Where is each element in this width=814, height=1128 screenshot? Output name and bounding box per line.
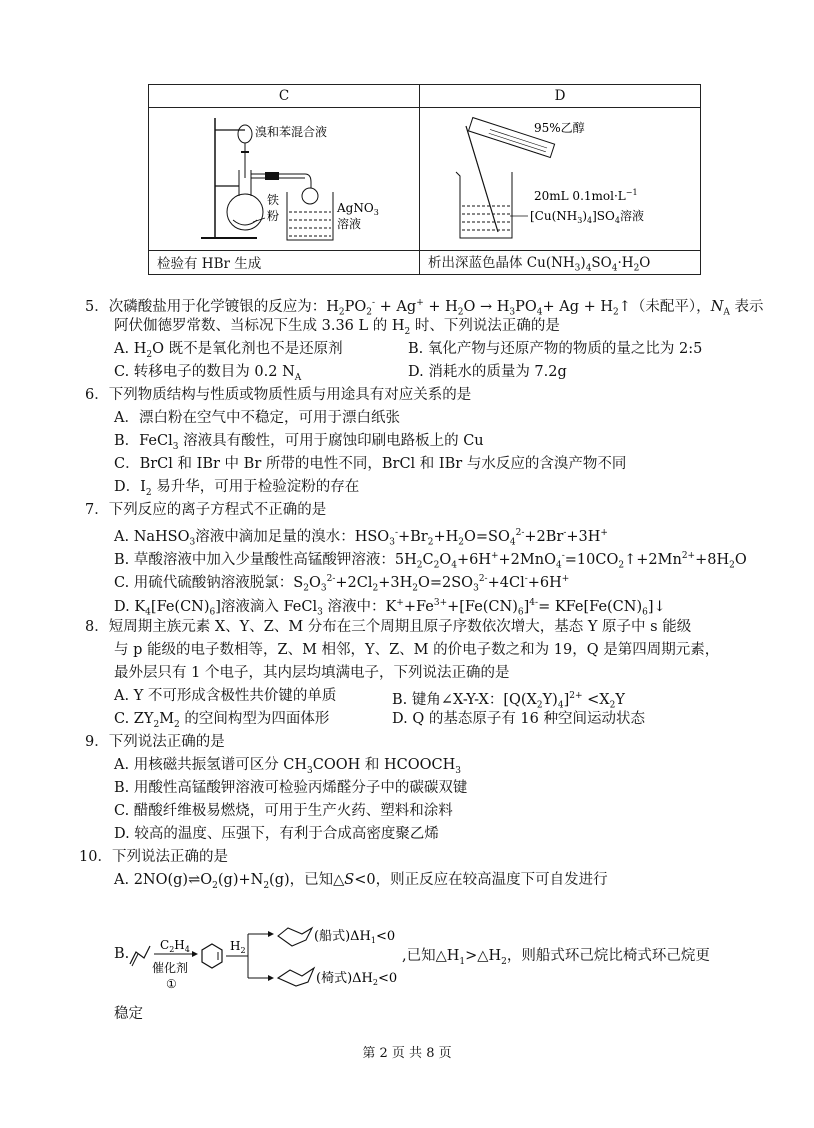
- col-header-c: C: [149, 85, 420, 108]
- q9-option-d: D. 较高的温度、压强下，有利于合成高密度聚乙烯: [114, 826, 439, 842]
- chair-cyclohexane: [278, 968, 314, 986]
- label-c-solution: 溶液: [337, 217, 362, 231]
- apparatus-d-cell: [420, 108, 701, 251]
- reagent-h2: $H_2$: [230, 939, 246, 955]
- q6-stem: 6．下列物质结构与性质或物质性质与用途具有对应关系的是: [85, 387, 472, 403]
- butadiene-structure: [130, 946, 150, 964]
- q10-option-a: A. $2NO(g)\rightleftharpoons O_2(g)+N_2(g)$，已知△S<0，则正反应在较高温度下可自发进行: [114, 872, 608, 891]
- q9-option-b: B. 用酸性高锰酸钾溶液可检验丙烯醛分子中的碳碳双键: [114, 780, 468, 796]
- q5-option-a: A. $H_2O$ 既不是氧化剂也不是还原剂: [114, 341, 343, 360]
- q8-option-b: B. 键角∠X-Y-X：$[Q(X_2Y)_4]^{2+} <X_2Y$: [392, 691, 625, 711]
- q10-stem: 10．下列说法正确的是: [79, 849, 228, 865]
- q6-option-a: A．漂白粉在空气中不稳定，可用于漂白纸张: [114, 410, 400, 426]
- catalyst-label: 催化剂: [152, 961, 189, 975]
- q10-reaction-scheme: [126, 906, 426, 996]
- q9-option-c: C. 醋酸纤维极易燃烧，可用于生产火药、塑料和涂料: [114, 803, 453, 819]
- apparatus-c-cell: [149, 108, 420, 251]
- q10-option-b-tail: 稳定: [114, 1006, 143, 1022]
- label-mixture: 溴和苯混合液: [255, 125, 328, 139]
- col-header-d: D: [420, 85, 701, 108]
- cyclohexene-structure: [202, 944, 222, 968]
- q10-option-b-text: ,已知$\triangle H_1>\triangle H_2$，则船式环己烷比椅式环己烷更: [402, 948, 710, 967]
- q6-option-c: C．BrCl 和 IBr 中 Br 所带的电性不同，BrCl 和 IBr 与水反应的含溴产物不同: [114, 456, 627, 472]
- q7-option-a: A. NaHSO$_3$溶液中滴加足量的溴水：$HSO_3^-+Br_2+H_2O=SO_4^{2-}+2Br^-+3H^+$: [114, 528, 608, 548]
- q7-stem: 7．下列反应的离子方程式不正确的是: [85, 502, 327, 518]
- boat-label: (船式)$\Delta H_1<0$: [314, 929, 396, 945]
- label-iron-1: 铁: [267, 193, 280, 207]
- apparatus-c-diagram: [157, 108, 411, 246]
- label-iron-2: 粉: [267, 209, 280, 223]
- q9-option-a: A. 用核磁共振氢谱可区分 $CH_3COOH$ 和 $HCOOCH_3$: [114, 757, 462, 776]
- caption-d: 析出深蓝色晶体 $Cu(NH_3)_4SO_4\cdot H_2O$: [420, 251, 701, 275]
- label-ethanol: 95%乙醇: [534, 121, 585, 135]
- q8-line2: 与 p 能级的电子数相等，Z、M 相邻，Y、Z、M 的价电子数之和为 19，Q 是第四周期元素，: [114, 642, 720, 658]
- q8-option-a: A. Y 不可形成含极性共价键的单质: [114, 688, 337, 704]
- q5-option-d: D. 消耗水的质量为 7.2g: [408, 364, 567, 380]
- q5-line1: 5．次磷酸盐用于化学镀银的反应为：$H_2PO_2^- + Ag^+ + H_2O \to H_3PO_4+ Ag$ + $H_2↑$（未配平），$N_A$ 表示: [85, 298, 764, 318]
- q5-line2: 阿伏伽德罗常数、当标况下生成 3.36 L 的 $H_2$ 时、下列说法正确的是: [114, 318, 560, 337]
- q7-option-b: B. 草酸溶液中加入少量酸性高锰酸钾溶液：$5H_2C_2O_4+6H^++2MnO_4^-=10CO_2↑+2Mn^{2+}+8H_2O$: [114, 551, 747, 571]
- caption-c: 检验有 HBr 生成: [149, 251, 420, 275]
- q5-option-b: B. 氧化产物与还原产物的物质的量之比为 2:5: [408, 341, 703, 357]
- q8-line1: 8．短周期主族元素 X、Y、Z、M 分布在三个周期且原子序数依次增大，基态 Y 原子中 s 能级: [85, 619, 692, 635]
- page-footer: 第 2 页 共 8 页: [362, 1046, 452, 1061]
- reagent-c2h4: $C_2H_4$: [160, 938, 190, 954]
- q9-stem: 9．下列说法正确的是: [85, 734, 225, 750]
- q8-option-d: D. Q 的基态原子有 16 种空间运动状态: [392, 711, 645, 727]
- q6-option-d: D．$I_2$ 易升华，可用于检验淀粉的存在: [114, 479, 360, 498]
- q6-option-b: B．FeCl$_3$ 溶液具有酸性，可用于腐蚀印刷电路板上的 Cu: [114, 433, 484, 452]
- label-concentration: 20mL $0.1mol\cdot L^{-1}$: [534, 188, 638, 203]
- equilibrium-arrow-icon: ⇌: [188, 872, 201, 888]
- boat-cyclohexane: [278, 928, 312, 946]
- apparatus-table: [148, 84, 701, 275]
- q8-line3: 最外层只有 1 个电子，其内层均填满电子，下列说法正确的是: [114, 665, 510, 681]
- chair-label: (椅式)$\Delta H_2<0$: [316, 971, 398, 987]
- q10-option-b-label: B.: [114, 946, 130, 962]
- q5-option-c: C. 转移电子的数目为 0.2 $N_A$: [114, 364, 302, 383]
- label-cu-complex: $[Cu(NH_3)_4]SO_4$溶液: [530, 209, 644, 225]
- q8-option-c: C. $ZY_2M_2$ 的空间构型为四面体形: [114, 711, 330, 730]
- label-agno3: AgNO$_3$: [337, 201, 379, 217]
- step-marker: ①: [166, 977, 177, 991]
- apparatus-d-diagram: [428, 108, 692, 246]
- q7-option-d: D. $K_4[Fe(CN)_6]$溶液滴入 FeCl$_3$ 溶液中：$K^++Fe^{3+}+[Fe(CN)_6]^{4-}=$ $KFe[Fe(CN)_6]↓$: [114, 598, 666, 618]
- q7-option-c: C. 用硫代硫酸钠溶液脱氯：$S_2O_3^{2-}+2Cl_2+3H_2O=2SO_3^{2-}+4Cl^-+6H^+$: [114, 574, 570, 594]
